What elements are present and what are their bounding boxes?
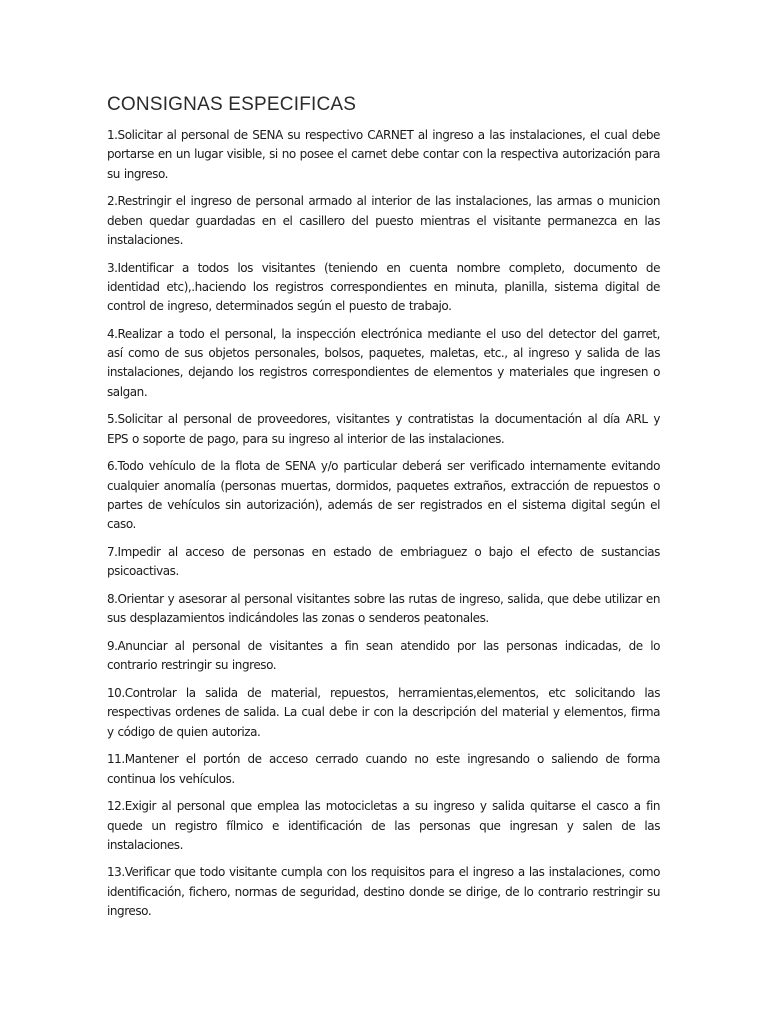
consigna-item: 9.Anunciar al personal de visitantes a fin sean atendido por las personas indicadas, de lo contrario restringir su ingreso. bbox=[107, 638, 660, 673]
consigna-item: 10.Controlar la salida de material, repuestos, herramientas,elementos, etc solicitando las respectivas ordenes de salida. La cual debe ir con la descripción del material y elementos, firma y código de quien autoriza. bbox=[107, 685, 660, 739]
consigna-item: 8.Orientar y asesorar al personal visitantes sobre las rutas de ingreso, salida, que debe utilizar en sus desplazamientos indicándoles las zonas o senderos peatonales. bbox=[107, 591, 660, 626]
consigna-item: 4.Realizar a todo el personal, la inspección electrónica mediante el uso del detector del garret, así como de sus objetos personales, bolsos, paquetes, maletas, etc., al ingreso y salida de las instalaciones, dejando los registros correspondientes de elementos y materiales que ingresen o salgan. bbox=[107, 326, 660, 399]
document-title: CONSIGNAS ESPECIFICAS bbox=[107, 94, 357, 115]
consigna-item: 5.Solicitar al personal de proveedores, visitantes y contratistas la documentación al día ARL y EPS o soporte de pago, para su ingreso al interior de las instalaciones. bbox=[107, 412, 660, 446]
consigna-item: 6.Todo vehículo de la flota de SENA y/o particular deberá ser verificado internamente evitando cualquier anomalía (personas muertas, dormidos, paquetes extraños, extracción de repuestos o partes de vehículos sin autorización), además de ser registrados en el sistema digital según el caso. bbox=[107, 459, 660, 532]
consigna-item: 13.Verificar que todo visitante cumpla con los requisitos para el ingreso a las instalaciones, como identificación, fichero, normas de seguridad, destino donde se dirige, de lo contrario restringir su ingreso. bbox=[107, 865, 660, 919]
consigna-item: 12.Exigir al personal que emplea las motocicletas a su ingreso y salida quitarse el casco a fin quede un registro fílmico e identificación de las personas que ingresan y salen de las instalaciones. bbox=[107, 799, 660, 852]
consigna-item: 1.Solicitar al personal de SENA su respectivo CARNET al ingreso a las instalaciones, el cual debe portarse en un lugar visible, si no posee el carnet debe contar con la respectiva autorización para su ingreso. bbox=[107, 128, 660, 181]
consigna-item: 11.Mantener el portón de acceso cerrado cuando no este ingresando o saliendo de forma continua los vehículos. bbox=[107, 752, 660, 786]
consigna-item: 2.Restringir el ingreso de personal armado al interior de las instalaciones, las armas o municion deben quedar guardadas en el casillero del puesto mientras el visitante permanezca en las instalaciones. bbox=[107, 194, 660, 247]
consignas-list bbox=[107, 126, 660, 930]
consigna-item: 7.Impedir al acceso de personas en estado de embriaguez o bajo el efecto de sustancias psicoactivas. bbox=[107, 544, 660, 579]
consigna-item: 3.Identificar a todos los visitantes (teniendo en cuenta nombre completo, documento de identidad etc),.haciendo los registros correspondientes en minuta, planilla, sistema digital de control de ingreso, determinados según el puesto de trabajo. bbox=[107, 260, 660, 314]
